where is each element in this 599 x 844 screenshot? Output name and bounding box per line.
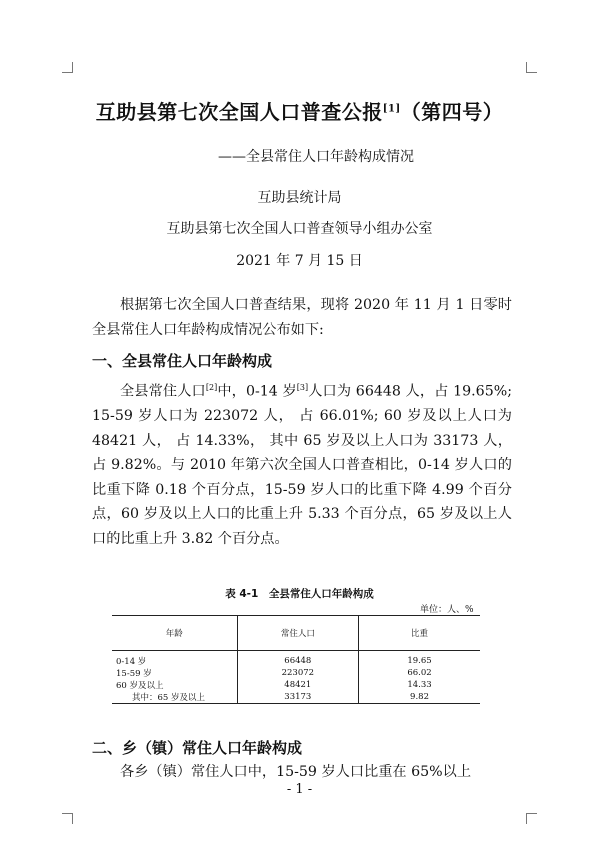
section1-heading: 一、全县常住人口年龄构成 [92, 352, 273, 370]
table-caption: 表 4-1 全县常住人口年龄构成 [225, 588, 374, 600]
cell-population: 33173 [237, 691, 358, 704]
section1-paragraph: 全县常住人口[2]中，0-14 岁[3]人口为 66448 人，占 19.65%; 15-59 岁人口为 223072 人， 占 66.01%; 60 岁及以上人口为 48421 人， 占 14.33%， 其中 65 岁及以上人口为 33173 人，占 9.82%。与 2010 年第六次全国人口普查相比，0-14 岁人口的比重下降 0.18 个百分点，15-59 岁人口的比重下降 4.99 个百分点，60 岁及以上人口的比重上升 5.33 个百分点，65 岁及以上人口的比重上升 3.82 个百分点。 [92, 383, 512, 547]
cell-share: 14.33 [359, 679, 480, 691]
cell-population: 66448 [237, 651, 358, 668]
crop-mark-bottom-left [62, 813, 73, 824]
page-number: - 1 - [286, 782, 313, 797]
cell-share: 19.65 [359, 651, 480, 668]
issuer-office: 互助县第七次全国人口普查领导小组办公室 [166, 221, 433, 237]
section2-paragraph: 各乡（镇）常住人口中，15-59 岁人口比重在 65%以上 [120, 764, 472, 780]
cell-population: 223072 [237, 667, 358, 679]
footnote-ref-3: [3] [296, 383, 309, 392]
table-header-row [112, 616, 480, 651]
footnote-ref-2: [2] [205, 383, 218, 392]
table-row [112, 691, 480, 704]
intro-paragraph: 根据第七次全国人口普查结果，现将 2020 年 11 月 1 日零时全县常住人口年龄构成情况公布如下: [92, 297, 512, 338]
cell-share: 9.82 [359, 691, 480, 704]
title-text: 互助县第七次全国人口普查公报 [95, 100, 383, 124]
page-title [0, 96, 599, 125]
crop-mark-top-right [526, 62, 537, 73]
header-population: 常住人口 [237, 616, 358, 651]
cell-share: 66.02 [359, 667, 480, 679]
header-age: 年龄 [112, 616, 237, 651]
cell-population: 48421 [237, 679, 358, 691]
crop-mark-top-left [62, 62, 73, 73]
table-row [112, 651, 480, 668]
title-suffix: （第四号） [400, 100, 504, 124]
crop-mark-bottom-right [526, 813, 537, 824]
table-row [112, 679, 480, 691]
issue-date: 2021 年 7 月 15 日 [236, 253, 363, 269]
issuer-bureau: 互助县统计局 [257, 190, 342, 206]
title-footnote-ref: [1] [382, 103, 401, 115]
header-share: 比重 [359, 616, 480, 651]
table-unit: 单位：人、% [420, 605, 474, 615]
age-structure-table [112, 615, 480, 704]
cell-age: 0-14 岁 [116, 657, 147, 667]
cell-age: 其中：65 岁及以上 [132, 693, 206, 703]
table-row [112, 667, 480, 679]
cell-age: 60 岁及以上 [116, 681, 164, 691]
page-subtitle: ——全县常住人口年龄构成情况 [218, 149, 414, 165]
section2-heading: 二、乡（镇）常住人口年龄构成 [92, 739, 303, 757]
cell-age: 15-59 岁 [116, 669, 152, 679]
